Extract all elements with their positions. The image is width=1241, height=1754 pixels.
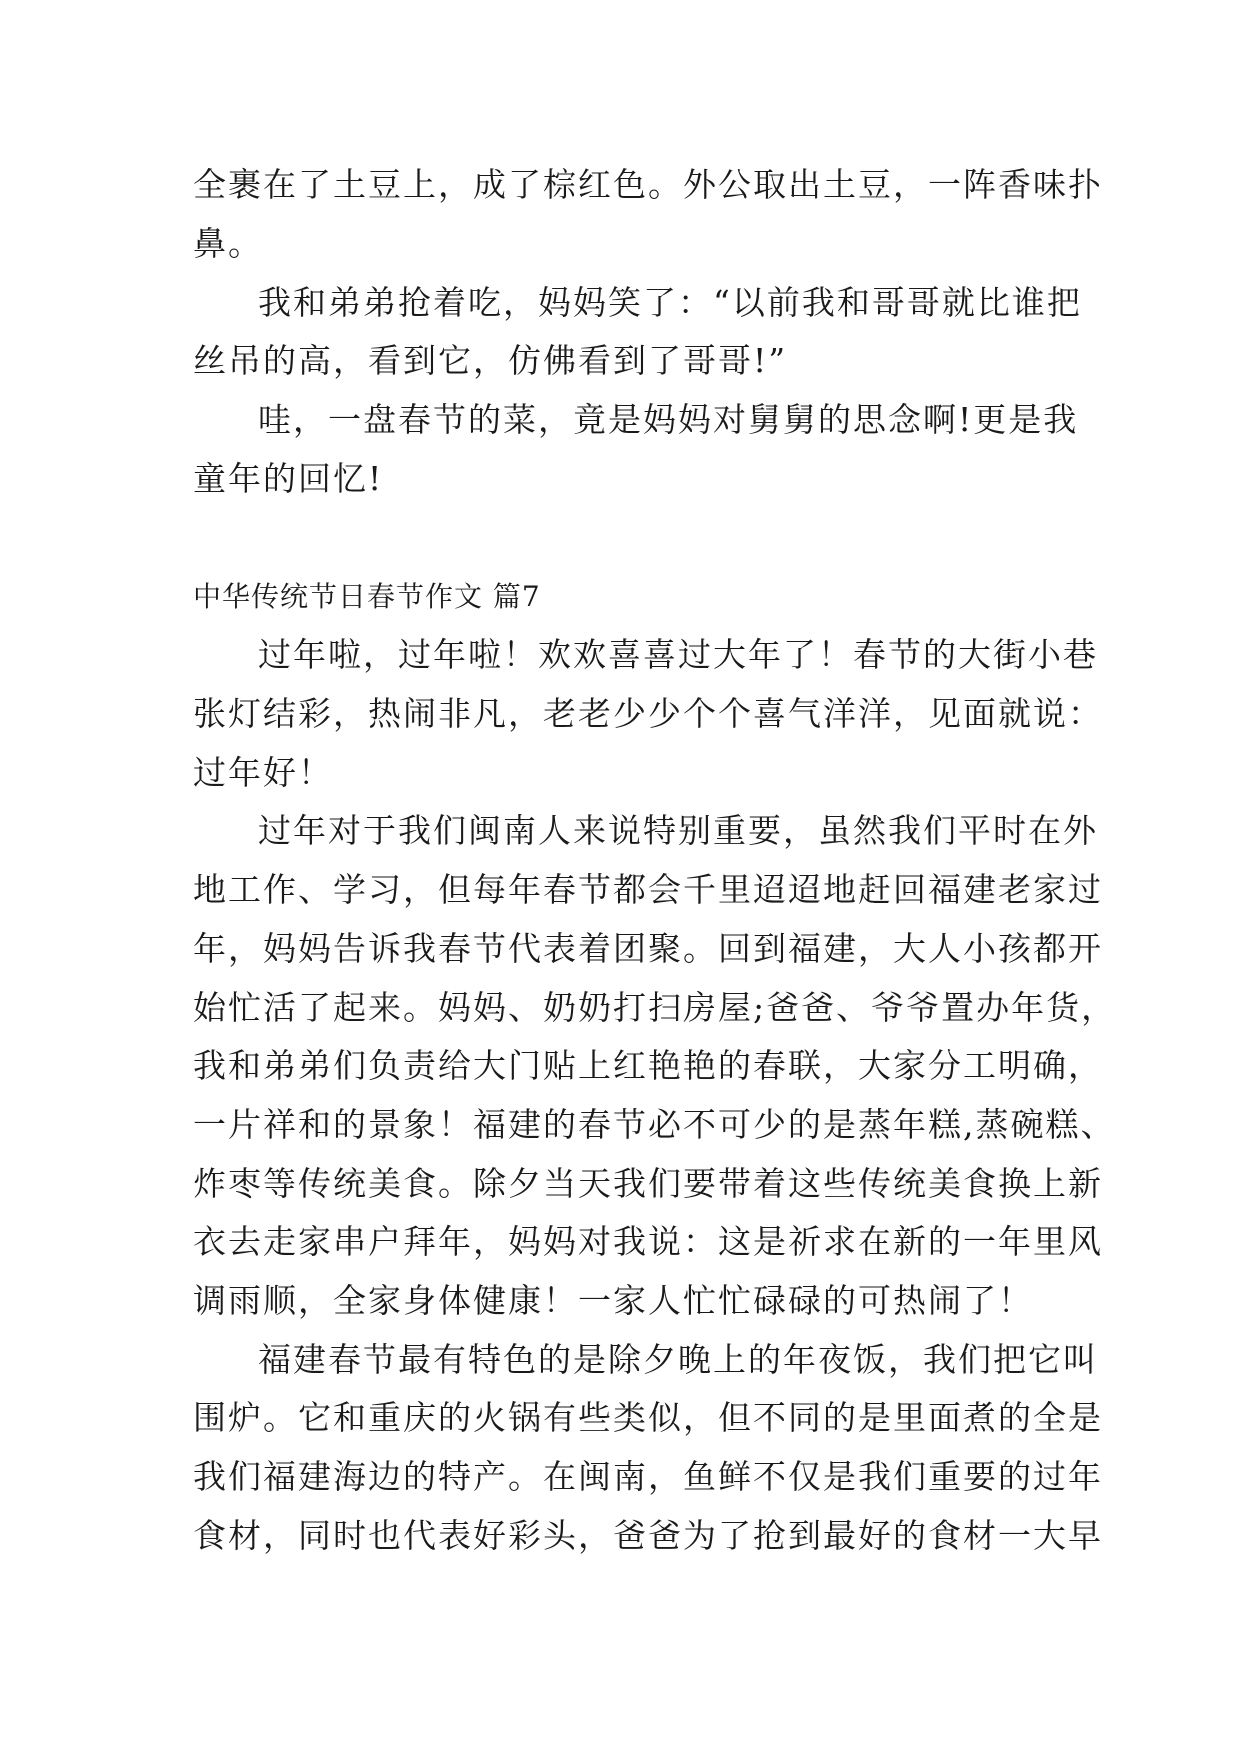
- text-line: 始忙活了起来。妈妈、奶奶打扫房屋;爸爸、爷爷置办年货，: [193, 988, 1117, 1027]
- section-title: 中华传统节日春节作文 篇7: [193, 580, 541, 613]
- text-line: 围炉。它和重庆的火锅有些类似，但不同的是里面煮的全是: [193, 1398, 1103, 1437]
- text-line: 鼻。: [193, 224, 263, 263]
- text-line: 调雨顺，全家身体健康！一家人忙忙碌碌的可热闹了！: [193, 1281, 1033, 1320]
- text-line: 全裹在了土豆上，成了棕红色。外公取出土豆，一阵香味扑: [193, 165, 1103, 204]
- text-line: 我和弟弟们负责给大门贴上红艳艳的春联，大家分工明确，: [193, 1046, 1103, 1085]
- text-line: 炸枣等传统美食。除夕当天我们要带着这些传统美食换上新: [193, 1164, 1103, 1203]
- text-line: 我们福建海边的特产。在闽南，鱼鲜不仅是我们重要的过年: [193, 1457, 1103, 1496]
- text-line: 地工作、学习，但每年春节都会千里迢迢地赶回福建老家过: [193, 870, 1103, 909]
- text-line: 童年的回忆!: [193, 459, 384, 498]
- paragraph-first-line: 福建春节最有特色的是除夕晚上的年夜饭，我们把它叫: [258, 1340, 1098, 1379]
- text-line: 食材，同时也代表好彩头，爸爸为了抢到最好的食材一大早: [193, 1516, 1103, 1555]
- paragraph-first-line: 哇，一盘春节的菜，竟是妈妈对舅舅的思念啊!更是我: [258, 400, 1079, 439]
- paragraph-first-line: 我和弟弟抢着吃，妈妈笑了：“以前我和哥哥就比谁把: [258, 283, 1082, 322]
- text-line: 年，妈妈告诉我春节代表着团聚。回到福建，大人小孩都开: [193, 929, 1103, 968]
- text-line: 衣去走家串户拜年，妈妈对我说：这是祈求在新的一年里风: [193, 1222, 1103, 1261]
- text-line: 过年好！: [193, 753, 333, 792]
- text-line: 一片祥和的景象！福建的春节必不可少的是蒸年糕,蒸碗糕、: [193, 1105, 1116, 1144]
- paragraph-first-line: 过年啦，过年啦！欢欢喜喜过大年了！春节的大街小巷: [258, 635, 1098, 674]
- text-line: 丝吊的高，看到它，仿佛看到了哥哥!”: [193, 341, 788, 380]
- paragraph-first-line: 过年对于我们闽南人来说特别重要，虽然我们平时在外: [258, 811, 1098, 850]
- text-line: 张灯结彩，热闹非凡，老老少少个个喜气洋洋，见面就说：: [193, 694, 1103, 733]
